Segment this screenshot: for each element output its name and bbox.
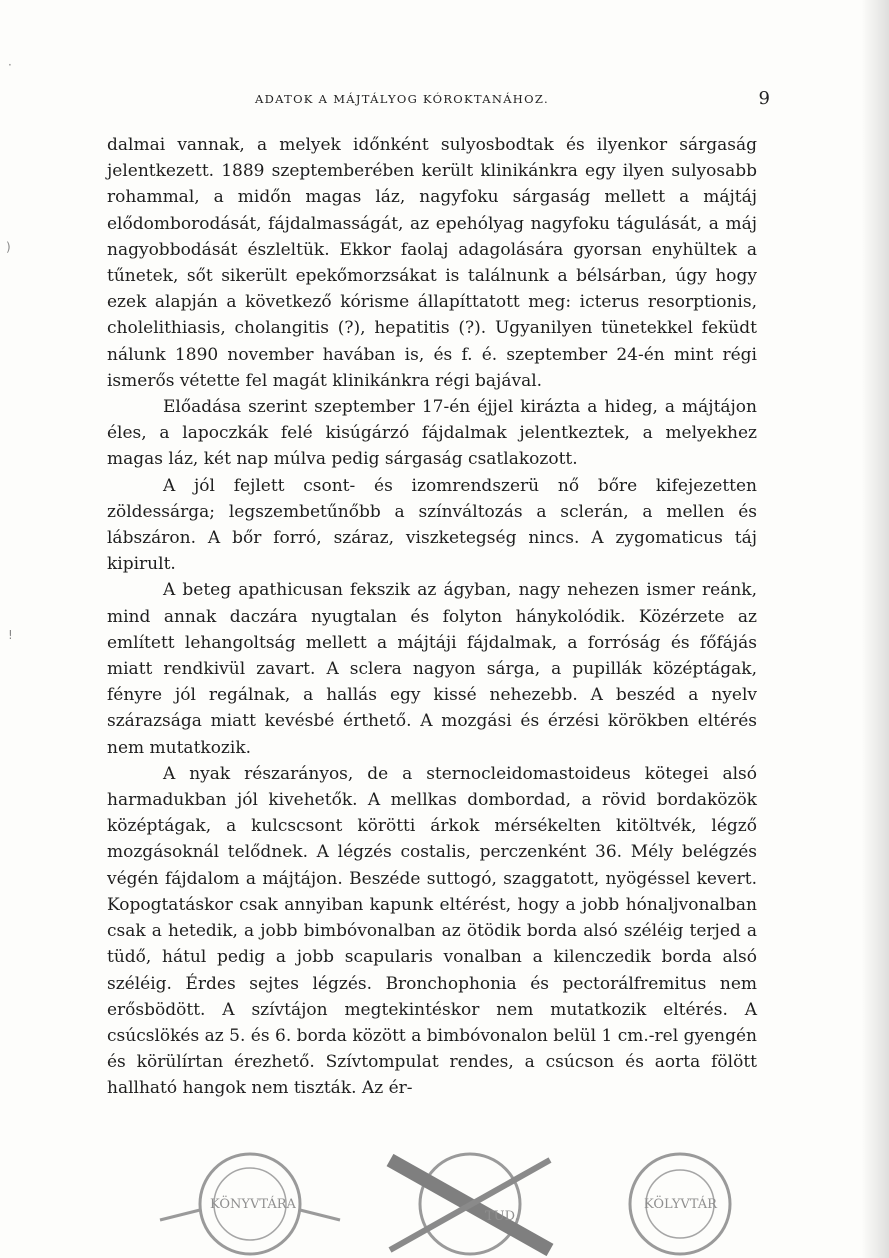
margin-mark: ) <box>6 240 11 254</box>
library-stamp-2 <box>370 1150 570 1258</box>
running-header <box>105 88 770 112</box>
running-title: ADATOK A MÁJTÁLYOG KÓROKTANÁHOZ. <box>255 92 549 106</box>
paragraph-2: Előadása szerint szeptember 17-én éjjel kirázta a hideg, a májtájon éles, a lapoczkák felé kisúgárzó fájdalmak jelentkeztek, a melyekhez magas láz, két nap múlva pedig sárgaság csatlakozott. <box>107 397 757 470</box>
page-number: 9 <box>758 88 770 109</box>
library-stamps <box>0 1150 889 1258</box>
margin-mark: · <box>8 58 12 72</box>
stamp-3-text: KÖLYVTÁR <box>644 1197 717 1212</box>
page-edge-shadow <box>861 0 889 1258</box>
paragraph-4: A beteg apathicusan fekszik az ágyban, nagy nehezen ismer reánk, mind annak daczára nyugtalan és folyton hánykolódik. Közérzete az említett lehangoltság mellett a májtáji fájdalmak, a forróság és főfájás miatt rendkivül zavart. A sclera nagyon sárga, a pupillák középtágak, fényre jól regálnak, a hallás egy kissé nehezebb. A beszéd a nyelv szárazsága miatt kevésbé érthető. A mozgási és érzési körökben eltérés nem mutatkozik. <box>107 580 757 758</box>
paragraph-5: A nyak részarányos, de a sternocleidomastoideus kötegei alsó harmadukban jól kivehetők. A mellkas dombordad, a rövid bordaközök középtágak, a kulcscsont körötti árkok mérsékelten kitöltvék, légző mozgásoknál telődnek. A légzés costalis, perczenként 36. Mély belégzés végén fájdalom a májtájon. Beszéde suttogó, szaggatott, nyögéssel kevert. Kopogtatáskor csak annyiban kapunk eltérést, hogy a jobb hónaljvonalban csak a hetedik, a jobb bimbóvonalban az ötödik borda alsó széléig terjed a tüdő, hátul pedig a jobb scapularis vonalban a kilenczedik borda alsó széléig. Érdes sejtes légzés. Bronchophonia és pectorálfremitus nem erősbödött. A szívtájon megtekintéskor nem mutatkozik eltérés. A csúcslökés az 5. és 6. borda között a bimbóvonalon belül 1 cm.-rel gyengén és körülírtan érezhető. Szívtompulat rendes, a csúcson és aorta fölött hallható hangok nem tiszták. Az ér- <box>107 763 757 1099</box>
stamp-1-text: KÖNYVTÁRA <box>210 1197 296 1212</box>
paragraph-3: A jól fejlett csont- és izomrendszerü nő bőre kifejezetten zöldessárga; legszembetűnőbb a színváltozás a sclerán, a mellen és lábszáron. A bőr forró, száraz, viszketegség nincs. A zygomaticus táj kipirult. <box>107 475 757 575</box>
body-text <box>107 132 757 1102</box>
margin-mark: ! <box>8 628 13 642</box>
library-stamp-3 <box>580 1150 780 1258</box>
library-stamp-1 <box>150 1150 350 1258</box>
paragraph-1: dalmai vannak, a melyek időnként sulyosbodtak és ilyenkor sárgaság jelentkezett. 1889 szeptemberében került klinikánkra egy ilyen sulyosabb rohammal, a midőn magas láz, nagyfoku sárgaság mellett a májtáj elődomborodását, fájdalmasságát, az epehólyag nagyfoku tágulását, a máj nagyobbodását észleltük. Ekkor faolaj adagolására gyorsan enyhültek a tűnetek, sőt sikerült epekőmorzsákat is találnunk a bélsárban, úgy hogy ezek alapján a következő kórisme állapíttatott meg: icterus resorptionis, cholelithiasis, cholangitis (?), hepatitis (?). Ugyanilyen tünetekkel feküdt nálunk 1890 november havában is, és f. é. szeptember 24-én mint régi ismerős vétette fel magát klinikánkra régi bajával. <box>107 135 757 391</box>
stamp-2-text: TUD. <box>485 1209 519 1224</box>
